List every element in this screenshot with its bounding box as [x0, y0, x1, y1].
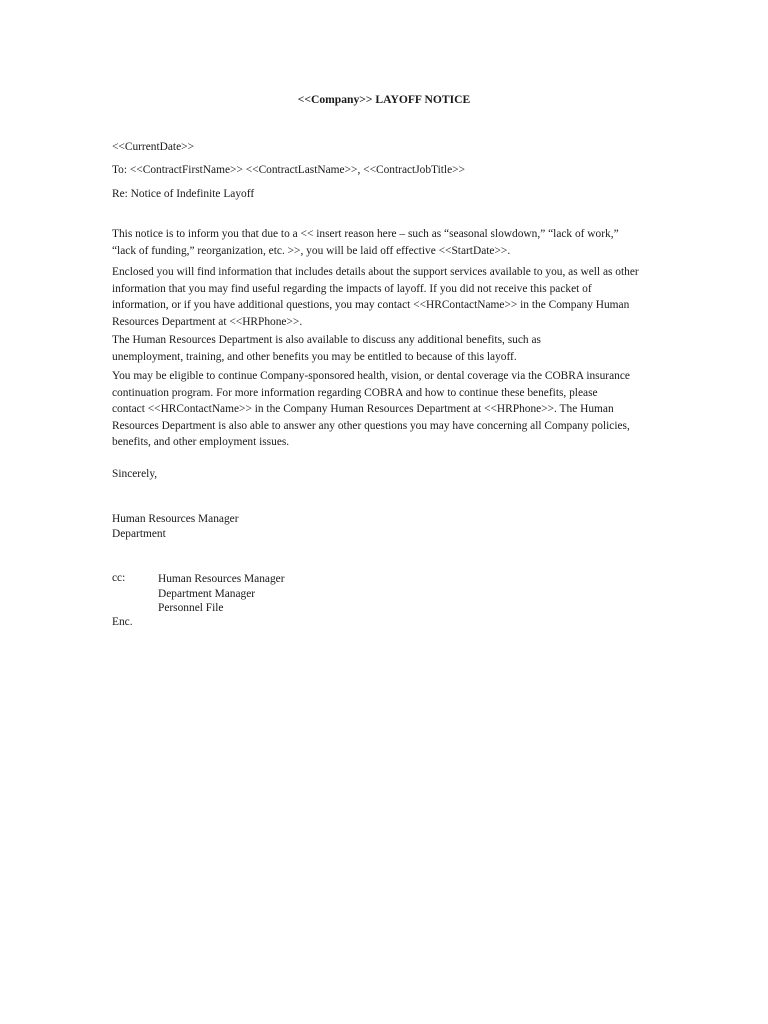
signature-block: [112, 512, 239, 541]
document-title: [0, 93, 768, 106]
paragraph-cobra: You may be eligible to continue Company-sponsored health, vision, or dental coverage via the COBRA insurance continuation program. For more information regarding COBRA and how to continue these benefits, please contact <<HRContactName>> in the Company Human Resources Department at <<HRPhone>>. The Human Resources Department is also able to answer any other questions you may have concerning all Company policies, benefits, and other employment issues.: [112, 370, 630, 449]
enclosure-note: Enc.: [112, 616, 133, 628]
cc-label: cc:: [112, 572, 126, 584]
cc-item: Personnel File: [158, 602, 224, 615]
to-line: To: <<ContractFirstName>> <<ContractLastName>>, <<ContractJobTitle>>: [112, 164, 465, 176]
signature-line: Department: [112, 527, 166, 540]
cc-list: [158, 572, 285, 616]
paragraph-reason: This notice is to inform you that due to a << insert reason here – such as “seasonal slowdown,” “lack of work,” “lack of funding,” reorganization, etc. >>, you will be laid off effective <<StartDate>>.: [112, 228, 619, 257]
paragraph-enclosed: Enclosed you will find information that includes details about the support services available to you, as well as other information that you may find useful regarding the impacts of layoff. If you did not receive this packet of information, or if you have additional questions, you may contact <<HRContactName>> in the Company Human Resources Department at <<HRPhone>>.: [112, 266, 639, 328]
cc-item: Human Resources Manager: [158, 573, 285, 585]
cc-item: Department Manager: [158, 587, 256, 600]
closing: Sincerely,: [112, 468, 158, 480]
signature-line: Human Resources Manager: [112, 513, 239, 525]
paragraph-hr-benefits: The Human Resources Department is also available to discuss any additional benefits, such as unemployment, training, and other benefits you may be entitled to because of this layoff.: [112, 334, 541, 363]
title-text: LAYOFF NOTICE: [372, 93, 471, 106]
title-company: <<Company>>: [297, 93, 373, 106]
re-line: Re: Notice of Indefinite Layoff: [112, 188, 255, 200]
current-date: <<CurrentDate>>: [112, 141, 194, 153]
